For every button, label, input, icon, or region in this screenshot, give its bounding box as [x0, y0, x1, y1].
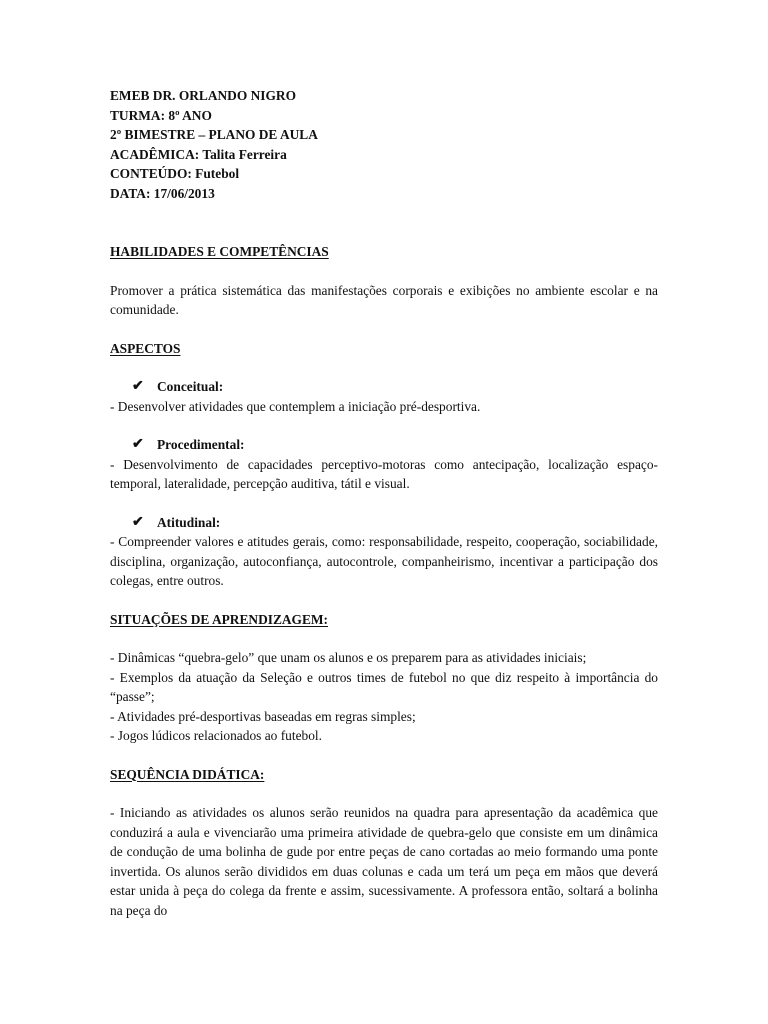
list-item: - Dinâmicas “quebra-gelo” que unam os alunos e os preparem para as atividades iniciais; — [110, 650, 587, 665]
term-line: 2º BIMESTRE – PLANO DE AULA — [110, 127, 318, 142]
aspect-attitudinal — [110, 513, 658, 591]
skills-title: HABILIDADES E COMPETÊNCIAS — [110, 244, 329, 259]
content-line: CONTEÚDO: Futebol — [110, 166, 240, 181]
list-item: - Atividades pré-desportivas baseadas em regras simples; — [110, 708, 416, 724]
aspect-procedural — [110, 435, 658, 494]
skills-text: Promover a prática sistemática das manifestações corporais e exibições no ambiente escolar e na comunidade. — [110, 282, 658, 317]
aspect-conceptual — [110, 377, 658, 416]
document-header — [110, 86, 658, 203]
check-icon: ✔ — [132, 379, 144, 394]
aspect-text: - Desenvolver atividades que contemplem a iniciação pré-desportiva. — [110, 398, 481, 414]
learning-list — [110, 648, 658, 746]
aspect-label: Conceitual: — [157, 379, 224, 394]
aspect-text: - Compreender valores e atitudes gerais, como: responsabilidade, respeito, cooperação, sociabilidade, disciplina, organização, autoconfiança, autocontrole, companheirismo, incentivar a participação dos colegas, entre outros. — [110, 534, 658, 588]
aspects-title: ASPECTOS — [110, 340, 181, 356]
learning-title: SITUAÇÕES DE APRENDIZAGEM: — [110, 611, 329, 627]
aspect-label: Procedimental: — [157, 437, 245, 452]
sequence-title: SEQUÊNCIA DIDÁTICA: — [110, 766, 265, 782]
date-line: DATA: 17/06/2013 — [110, 185, 215, 201]
check-icon: ✔ — [132, 514, 144, 530]
aspect-label: Atitudinal: — [157, 514, 221, 530]
list-item: - Jogos lúdicos relacionados ao futebol. — [110, 728, 322, 743]
class-line: TURMA: 8º ANO — [110, 107, 212, 123]
document-page — [110, 86, 658, 920]
aspect-text: - Desenvolvimento de capacidades perceptivo-motoras como antecipação, localização espaço-temporal, lateralidade, percepção auditiva, tátil e visual. — [110, 456, 658, 491]
school-name: EMEB DR. ORLANDO NIGRO — [110, 88, 296, 103]
check-icon: ✔ — [132, 437, 144, 452]
list-item: - Exemplos da atuação da Seleção e outros times de futebol no que diz respeito à importância do “passe”; — [110, 669, 658, 704]
academic-line: ACADÊMICA: Talita Ferreira — [110, 146, 287, 162]
sequence-text: - Iniciando as atividades os alunos serão reunidos na quadra para apresentação da acadêmica que conduzirá a aula e vivenciarão uma primeira atividade de quebra-gelo que consiste em um dinâmica de condução de uma bolinha de gude por entre peças de cano cortadas ao meio formando uma ponte invertida. Os alunos serão divididos em duas colunas e cada um terá um peça em mãos que deverá estar unida à peça do colega da frente e assim, sucessivamente. A professora então, soltará a bolinha na peça do — [110, 805, 658, 918]
